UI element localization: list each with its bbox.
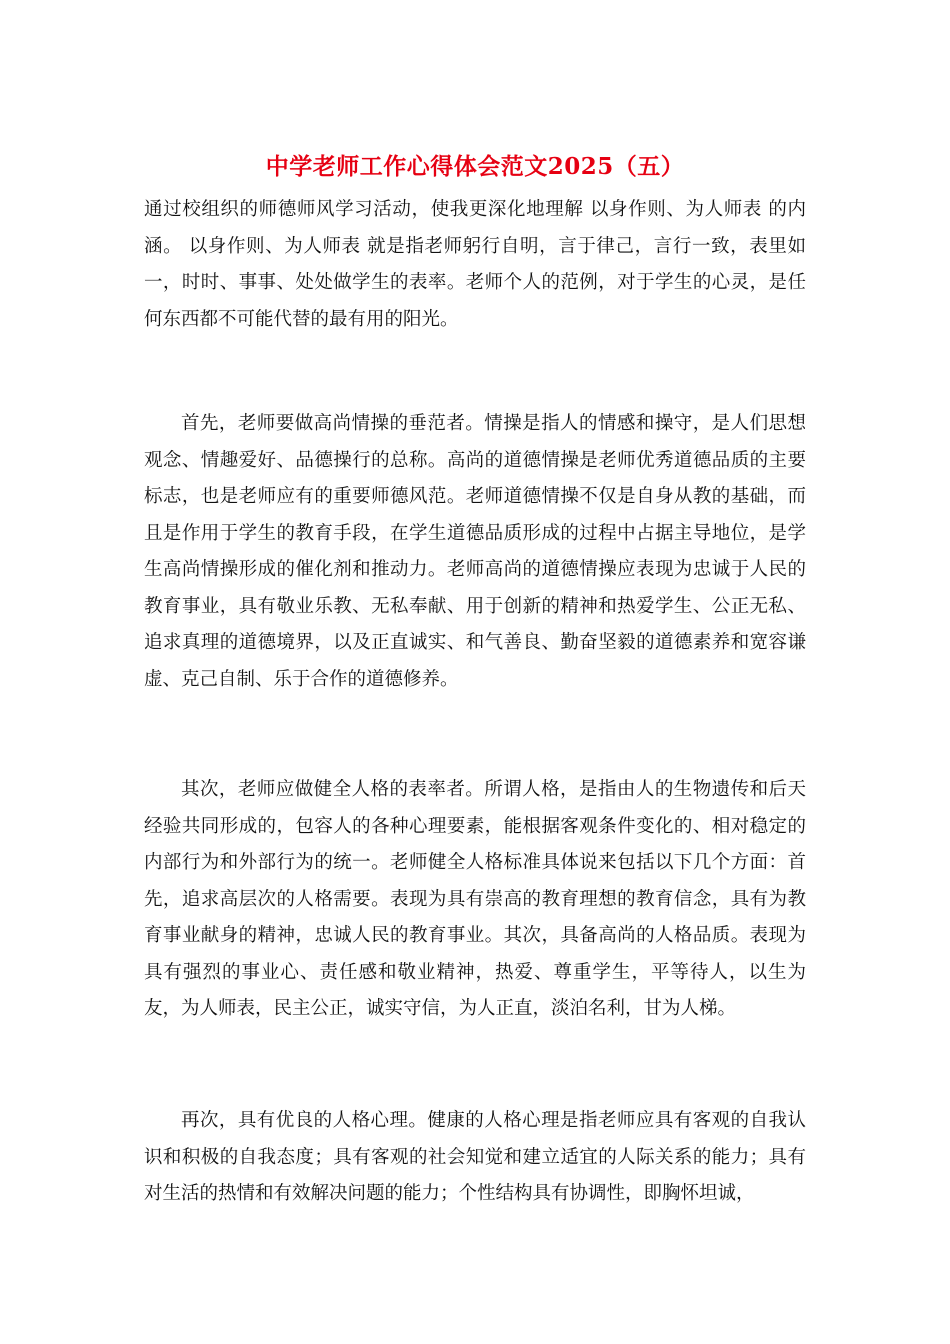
paragraph-noble-sentiment: 首先，老师要做高尚情操的垂范者。情操是指人的情感和操守，是人们思想观念、情趣爱好、品德操行的总称。高尚的道德情操是老师优秀道德品质的主要标志，也是老师应有的重要师德风范。老师道德情操不仅是自身从教的基础，而且是作用于学生的教育手段，在学生道德品质形成的过程中占据主导地位，是学生高尚情操形成的催化剂和推动力。老师高尚的道德情操应表现为忠诚于人民的教育事业，具有敬业乐教、无私奉献、用于创新的精神和热爱学生、公正无私、追求真理的道德境界，以及正直诚实、和气善良、勤奋坚毅的道德素养和宽容谦虚、克己自制、乐于合作的道德修养。 (144, 413, 806, 690)
paragraph-personality-psychology: 再次，具有优良的人格心理。健康的人格心理是指老师应具有客观的自我认识和积极的自我态度；具有客观的社会知觉和建立适宜的人际关系的能力；具有对生活的热情和有效解决问题的能力；个性结构具有协调性，即胸怀坦诚， (144, 1110, 806, 1204)
paragraph-sound-personality: 其次，老师应做健全人格的表率者。所谓人格，是指由人的生物遗传和后天经验共同形成的，包容人的各种心理要素，能根据客观条件变化的、相对稳定的内部行为和外部行为的统一。老师健全人格标准具体说来包括以下几个方面：首先，追求高层次的人格需要。表现为具有崇高的教育理想的教育信念，具有为教育事业献身的精神，忠诚人民的教育事业。其次，具备高尚的人格品质。表现为具有强烈的事业心、责任感和敬业精神，热爱、尊重学生，平等待人，以生为友，为人师表，民主公正，诚实守信，为人正直，淡泊名利，甘为人梯。 (144, 779, 806, 1019)
paragraph-intro: 通过校组织的师德师风学习活动，使我更深化地理解 以身作则、为人师表 的内涵。 以身作则、为人师表 就是指老师躬行自明，言于律己，言行一致，表里如一，时时、事事、处处做学生的表率。老师个人的范例，对于学生的心灵，是任何东西都不可能代替的最有用的阳光。 (144, 199, 806, 330)
document-title: 中学老师工作心得体会范文2025（五） (265, 153, 685, 180)
